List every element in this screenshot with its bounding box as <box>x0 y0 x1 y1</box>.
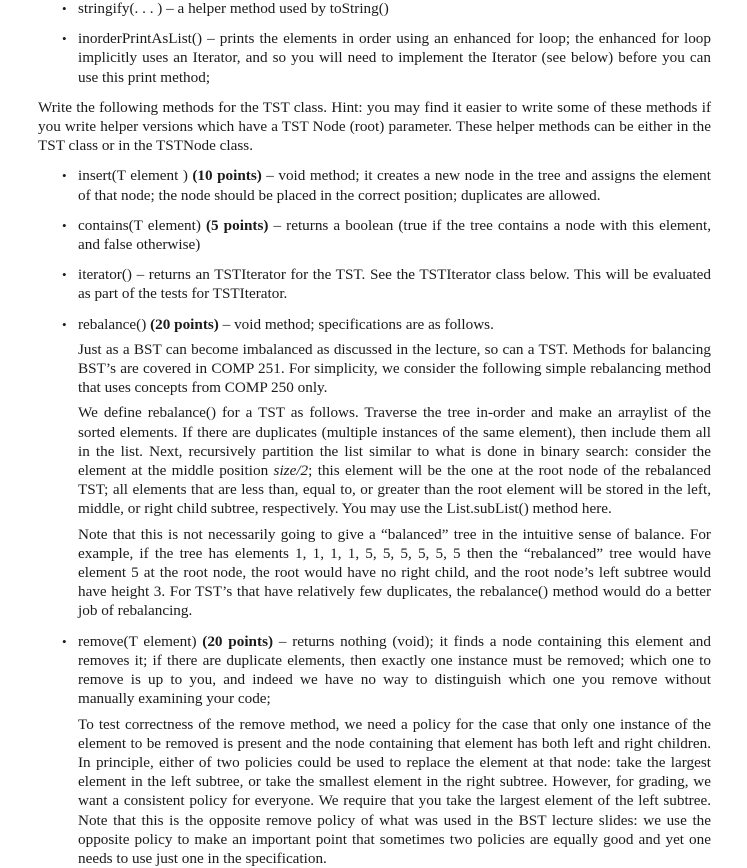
item-text: iterator() – returns an TSTIterator for the TST. See the TSTIterator class below. This will be evaluated as part of the tests for TSTIterator. <box>78 266 711 302</box>
list-item-remove <box>78 632 711 709</box>
intro-paragraph: Write the following methods for the TST class. Hint: you may find it easier to write some of these methods if you write helper versions which have a TST Node (root) parameter. These helper methods can be either in the TST class or in the TSTNode class. <box>38 98 711 156</box>
method-signature: insert(T element ) <box>78 167 192 184</box>
list-item-iterator <box>78 265 711 303</box>
item-text: stringify(. . . ) – a helper method used by toString() <box>78 0 389 17</box>
paragraph-text: We define rebalance() for a TST as follows. Traverse the tree in-order and make an arraylist of the sorted elements. If there are duplicates (multiple instances of the same element), then include them all in the list. Next, recursively partition the list similar to what is done in binary search: consider the element at the middle position <box>78 404 711 479</box>
item-text: – void method; it creates a new node in the tree and assigns the element of that node; the node should be placed in the correct position; duplicates are allowed. <box>78 167 711 203</box>
paragraph-text: ; this element will be the one at the root node of the rebalanced TST; all elements that are less than, equal to, or greater than the root element will be stored in the left, middle, or right child subtree, respectively. You may use the List.subList() method here. <box>78 462 711 517</box>
remove-paragraph-1: To test correctness of the remove method, we need a policy for the case that only one instance of the element to be removed is present and the node containing that element has both left and right children. In principle, either of two policies could be used to replace the element at that node: take the largest element in the left subtree, or take the smallest element in the right subtree. However, for grading, we want a consistent policy for everyone. We require that you take the largest element of the left subtree. Note that this is the opposite remove policy of what was used in the BST lecture slides: we use the opposite policy to make an important point that sometimes two policies are equally good and yet one needs to use just one in the specification. <box>78 715 711 868</box>
item-text: – returns nothing (void); it finds a node containing this element and removes it; if there are duplicate elements, then exactly one instance must be removed; which one to remove is up to you, and indeed we have no way to distinguish which one you remove without manually examining your code; <box>78 633 711 708</box>
points-label: (20 points) <box>202 633 273 650</box>
points-label: (20 points) <box>150 316 219 333</box>
list-item-stringify <box>78 0 711 18</box>
bullet-icon: • <box>62 216 67 235</box>
points-label: (10 points) <box>192 167 261 184</box>
bullet-icon: • <box>62 166 67 185</box>
list-item-contains <box>78 216 711 254</box>
rebalance-paragraph-2 <box>78 403 711 518</box>
method-signature: remove(T element) <box>78 633 202 650</box>
bullet-icon: • <box>62 0 67 18</box>
math-expression: size/2 <box>274 462 309 479</box>
list-item-inorder-print <box>78 29 711 87</box>
rebalance-paragraph-1: Just as a BST can become imbalanced as discussed in the lecture, so can a TST. Methods for balancing BST’s are covered in COMP 251. For simplicity, we consider the following simple rebalancing method that uses concepts from COMP 250 only. <box>78 340 711 398</box>
method-signature: contains(T element) <box>78 217 206 234</box>
points-label: (5 points) <box>206 217 268 234</box>
bullet-icon: • <box>62 315 67 334</box>
item-text: – void method; specifications are as follows. <box>219 316 494 333</box>
bullet-icon: • <box>62 632 67 651</box>
rebalance-paragraph-3: Note that this is not necessarily going to give a “balanced” tree in the intuitive sense of balance. For example, if the tree has elements 1, 1, 1, 1, 5, 5, 5, 5, 5, 5 then the “rebalanced” tree would have element 5 at the root node, the root would have no right child, and the root node’s left subtree would have height 3. For TST’s that have relatively few duplicates, the rebalance() method would do a better job of rebalancing. <box>78 525 711 621</box>
bullet-icon: • <box>62 29 67 48</box>
bullet-icon: • <box>62 265 67 284</box>
list-item-rebalance <box>78 315 711 334</box>
item-text: inorderPrintAsList() – prints the elements in order using an enhanced for loop; the enhanced for loop implicitly uses an Iterator, and so you will need to implement the Iterator (see below) before you can use this print method; <box>78 30 711 85</box>
list-item-insert <box>78 166 711 204</box>
item-text: – returns a boolean (true if the tree contains a node with this element, and false otherwise) <box>78 217 711 253</box>
method-signature: rebalance() <box>78 316 150 333</box>
